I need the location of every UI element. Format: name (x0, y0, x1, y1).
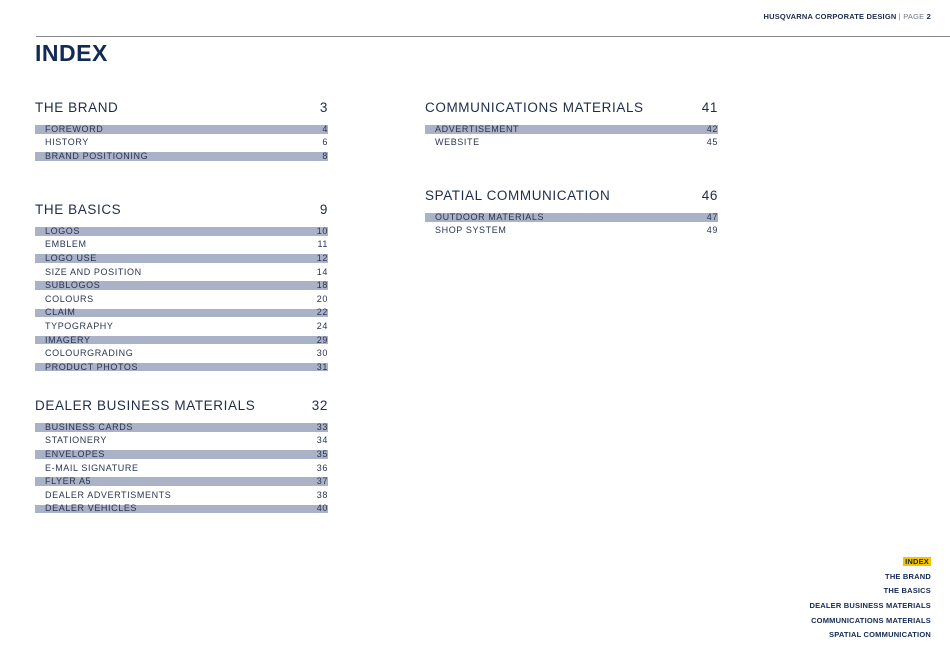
index-entry[interactable] (35, 309, 328, 318)
entry-label: HISTORY (45, 137, 89, 148)
entry-label: BUSINESS CARDS (45, 421, 133, 432)
nav-link[interactable] (809, 616, 931, 631)
index-entry[interactable] (35, 450, 328, 459)
nav-link-label: THE BASICS (883, 586, 931, 596)
entry-page-number: 34 (316, 435, 328, 446)
nav-link-label: COMMUNICATIONS MATERIALS (811, 615, 931, 625)
entry-page-number: 40 (316, 503, 328, 514)
entry-label: STATIONERY (45, 435, 108, 446)
nav-link-label: INDEX (905, 557, 929, 566)
nav-link[interactable] (809, 630, 931, 645)
entry-page-number: 45 (706, 137, 718, 148)
nav-link[interactable] (809, 586, 931, 601)
entry-page-number: 6 (322, 137, 328, 148)
section-heading[interactable] (35, 202, 328, 222)
entry-page-number: 47 (706, 211, 718, 222)
index-entry[interactable] (425, 224, 718, 238)
index-entry[interactable] (35, 136, 328, 150)
entry-page-number: 24 (316, 320, 328, 331)
section-title: DEALER BUSINESS MATERIALS (35, 398, 256, 413)
entry-page-number: 31 (316, 361, 328, 372)
nav-link-label: DEALER BUSINESS MATERIALS (809, 601, 931, 611)
section-page-number: 46 (701, 188, 718, 203)
entry-label: ADVERTISEMENT (435, 123, 520, 134)
section (425, 188, 718, 238)
index-entry[interactable] (35, 320, 328, 334)
header-page-label: PAGE (903, 12, 925, 21)
entry-page-number: 35 (316, 448, 328, 459)
index-entry[interactable] (425, 125, 718, 134)
entry-label: COLOURS (45, 293, 94, 304)
entry-label: DEALER VEHICLES (45, 503, 138, 514)
index-entry[interactable] (35, 292, 328, 306)
entry-label: FLYER A5 (45, 476, 92, 487)
entry-label: SHOP SYSTEM (435, 225, 507, 236)
index-entry[interactable] (35, 461, 328, 475)
entry-label: ENVELOPES (45, 448, 105, 459)
header-divider (36, 36, 950, 37)
section-heading[interactable] (35, 100, 328, 120)
entry-page-number: 20 (316, 293, 328, 304)
entry-label: LOGOS (45, 225, 81, 236)
index-entry[interactable] (35, 265, 328, 279)
entry-page-number: 4 (322, 123, 328, 134)
section (35, 202, 328, 374)
entry-label: OUTDOOR MATERIALS (435, 211, 545, 222)
section (425, 100, 718, 150)
index-entry[interactable] (35, 434, 328, 448)
entry-label: SUBLOGOS (45, 280, 101, 291)
entry-label: IMAGERY (45, 334, 91, 345)
entry-label: BRAND POSITIONING (45, 150, 149, 161)
index-entry[interactable] (35, 254, 328, 263)
entry-page-number: 36 (316, 462, 328, 473)
entry-label: COLOURGRADING (45, 348, 134, 359)
index-entry[interactable] (35, 281, 328, 290)
section-heading[interactable] (425, 100, 718, 120)
index-entry[interactable] (35, 125, 328, 134)
index-entry[interactable] (35, 227, 328, 236)
section-nav (809, 557, 931, 645)
entry-label: FOREWORD (45, 123, 104, 134)
section (35, 398, 328, 516)
entry-label: LOGO USE (45, 252, 97, 263)
section (35, 100, 328, 163)
entry-page-number: 42 (706, 123, 718, 134)
entry-page-number: 18 (316, 280, 328, 291)
entry-label: E-MAIL SIGNATURE (45, 462, 139, 473)
nav-link-label: SPATIAL COMMUNICATION (829, 630, 931, 640)
nav-link[interactable] (809, 601, 931, 616)
section-title: THE BASICS (35, 202, 122, 217)
section-title: COMMUNICATIONS MATERIALS (425, 100, 644, 115)
index-entry[interactable] (35, 238, 328, 252)
index-entry[interactable] (35, 505, 328, 514)
index-entry[interactable] (35, 477, 328, 486)
entry-page-number: 8 (322, 150, 328, 161)
header-brand: HUSQVARNA CORPORATE DESIGN (763, 12, 897, 21)
section-title: SPATIAL COMMUNICATION (425, 188, 611, 203)
entry-label: EMBLEM (45, 239, 87, 250)
entry-page-number: 22 (316, 307, 328, 318)
index-entry[interactable] (425, 213, 718, 222)
section-heading[interactable] (425, 188, 718, 208)
entry-label: TYPOGRAPHY (45, 320, 114, 331)
section-title: THE BRAND (35, 100, 119, 115)
entry-label: SIZE AND POSITION (45, 266, 142, 277)
index-entry[interactable] (425, 136, 718, 150)
nav-link[interactable] (809, 557, 931, 572)
section-page-number: 41 (701, 100, 718, 115)
header-page-number: 2 (926, 12, 931, 21)
entry-label: DEALER ADVERTISMENTS (45, 489, 172, 500)
entry-page-number: 29 (316, 334, 328, 345)
entry-page-number: 12 (316, 252, 328, 263)
header-separator: | (898, 12, 901, 21)
entry-label: PRODUCT PHOTOS (45, 361, 139, 372)
section-heading[interactable] (35, 398, 328, 418)
entry-page-number: 37 (316, 476, 328, 487)
index-entry[interactable] (35, 347, 328, 361)
entry-page-number: 14 (316, 266, 328, 277)
page-header (763, 12, 931, 21)
section-page-number: 3 (319, 100, 328, 115)
entry-page-number: 33 (316, 421, 328, 432)
index-entry[interactable] (35, 152, 328, 161)
entry-label: CLAIM (45, 307, 76, 318)
index-entry[interactable] (35, 336, 328, 345)
section-page-number: 9 (319, 202, 328, 217)
entry-page-number: 30 (316, 348, 328, 359)
nav-link[interactable] (809, 572, 931, 587)
index-entry[interactable] (35, 488, 328, 502)
index-entry[interactable] (35, 423, 328, 432)
section-page-number: 32 (311, 398, 328, 413)
entry-page-number: 49 (706, 225, 718, 236)
nav-link-label: THE BRAND (885, 571, 931, 581)
entry-page-number: 38 (316, 489, 328, 500)
entry-page-number: 10 (316, 225, 328, 236)
index-entry[interactable] (35, 363, 328, 372)
page-title: INDEX (35, 40, 108, 66)
entry-label: WEBSITE (435, 137, 480, 148)
entry-page-number: 11 (317, 239, 328, 250)
